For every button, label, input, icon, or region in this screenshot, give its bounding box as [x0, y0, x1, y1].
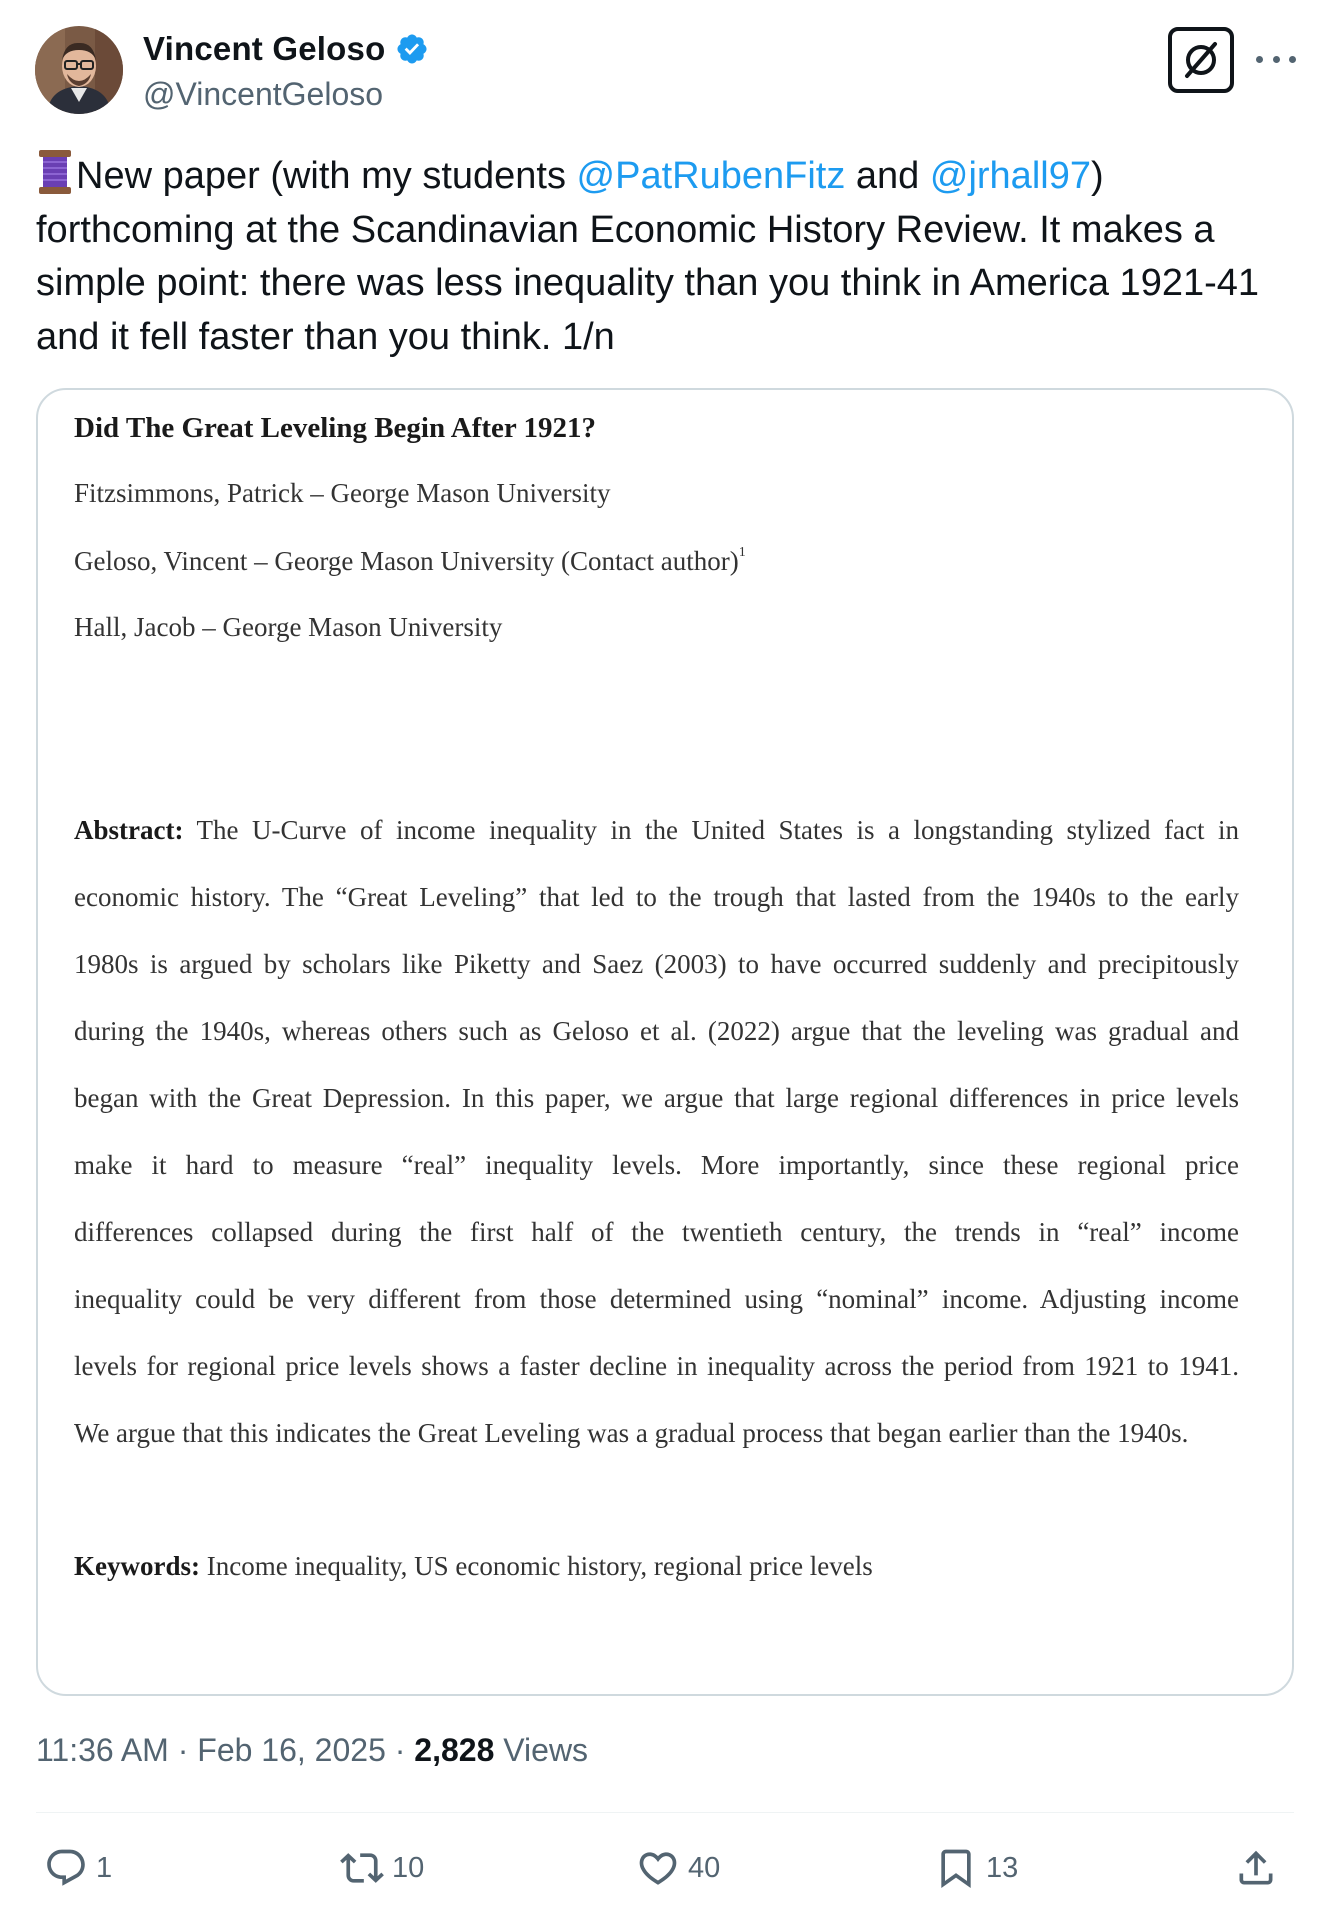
- repost-button[interactable]: [340, 1838, 424, 1898]
- spool-of-thread-icon: [36, 148, 74, 196]
- avatar[interactable]: [35, 26, 123, 114]
- paper-author-text: Geloso, Vincent – George Mason University (Contact author): [74, 546, 739, 576]
- more-dot-icon: [1256, 56, 1263, 63]
- bookmark-icon: [934, 1846, 978, 1890]
- more-options-button[interactable]: [1256, 44, 1296, 74]
- author-name-row[interactable]: [143, 30, 429, 68]
- repost-count: 10: [392, 1851, 425, 1884]
- tweet-line: simple point: there was less inequality than you think in America 1921-41: [36, 262, 1260, 304]
- author-name[interactable]: Vincent Geloso: [143, 30, 386, 67]
- tweet-line: and it fell faster than you think. 1/n: [36, 315, 615, 358]
- share-icon: [1234, 1846, 1278, 1890]
- abstract-line: [74, 797, 1239, 864]
- reply-count: 1: [96, 1851, 113, 1884]
- grok-icon: [1179, 38, 1223, 82]
- like-count: 40: [688, 1851, 721, 1884]
- reply-icon: [44, 1846, 88, 1890]
- paper-author: [74, 545, 746, 577]
- tweet-text-segment: ): [1090, 155, 1104, 197]
- abstract-line: began with the Great Depression. In this paper, we argue that large regional differences in price levels: [74, 1083, 1239, 1113]
- repost-icon: [340, 1846, 384, 1890]
- views-count: 2,828: [414, 1732, 495, 1768]
- author-handle[interactable]: @VincentGeloso: [143, 76, 384, 112]
- tweet-line: forthcoming at the Scandinavian Economic History Review. It makes a: [36, 208, 1215, 251]
- paper-keywords: [74, 1551, 873, 1582]
- mention-link[interactable]: @jrhall97: [929, 155, 1091, 197]
- more-dot-icon: [1273, 56, 1280, 63]
- paper-abstract: [74, 797, 1239, 1467]
- media-image[interactable]: [36, 388, 1294, 1696]
- abstract-line: 1980s is argued by scholars like Piketty and Saez (2003) to have occurred suddenly and precipitously: [74, 949, 1239, 979]
- bookmark-count: 13: [986, 1851, 1019, 1884]
- abstract-line: economic history. The “Great Leveling” that led to the trough that lasted from the 1940s to the early: [74, 882, 1239, 912]
- abstract-line-text: The U-Curve of income inequality in the United States is a longstanding stylized fact in: [183, 815, 1239, 845]
- grok-button[interactable]: [1168, 27, 1234, 93]
- footnote-mark: 1: [738, 545, 746, 560]
- keywords-label: Keywords:: [74, 1551, 200, 1581]
- tweet-date[interactable]: Feb 16, 2025: [197, 1732, 386, 1768]
- meta-separator: ·: [385, 1732, 415, 1768]
- reply-button[interactable]: [44, 1838, 112, 1898]
- paper-author: Hall, Jacob – George Mason University: [74, 612, 503, 642]
- abstract-line: during the 1940s, whereas others such as Geloso et al. (2022) argue that the leveling was gradual and: [74, 1016, 1239, 1046]
- abstract-line: inequality could be very different from those determined using “nominal” income. Adjusting income: [74, 1284, 1239, 1314]
- mention-link[interactable]: @PatRubenFitz: [576, 155, 846, 197]
- paper-author: Fitzsimmons, Patrick – George Mason University: [74, 478, 611, 508]
- tweet-text-segment: New paper (with my students: [76, 155, 577, 197]
- share-button[interactable]: [1234, 1838, 1278, 1898]
- like-button[interactable]: [636, 1838, 720, 1898]
- bookmark-button[interactable]: [934, 1838, 1018, 1898]
- abstract-line: levels for regional price levels shows a faster decline in inequality across the period from 1921 to 1941.: [74, 1351, 1239, 1381]
- paper-title: Did The Great Leveling Begin After 1921?: [74, 412, 596, 444]
- keywords-text: Income inequality, US economic history, regional price levels: [199, 1551, 873, 1581]
- views-label: Views: [494, 1732, 589, 1768]
- tweet-text: [36, 148, 1306, 364]
- abstract-line: make it hard to measure “real” inequality levels. More importantly, since these regional price: [74, 1150, 1239, 1180]
- abstract-line: differences collapsed during the first half of the twentieth century, the trends in “real” income: [74, 1217, 1239, 1247]
- more-dot-icon: [1289, 56, 1296, 63]
- action-bar: [36, 1838, 1294, 1898]
- divider: [36, 1812, 1294, 1813]
- tweet-line: [36, 148, 1306, 204]
- avatar-image: [35, 26, 123, 114]
- abstract-label: Abstract:: [74, 815, 184, 845]
- meta-separator: ·: [168, 1732, 198, 1768]
- tweet-text-segment: and: [845, 155, 930, 197]
- verified-badge-icon[interactable]: [395, 32, 429, 66]
- abstract-line: We argue that this indicates the Great Leveling was a gradual process that began earlier than the 1940s.: [74, 1418, 1189, 1448]
- tweet-time[interactable]: 11:36 AM: [36, 1732, 169, 1768]
- tweet-meta: [36, 1732, 588, 1769]
- heart-icon: [636, 1846, 680, 1890]
